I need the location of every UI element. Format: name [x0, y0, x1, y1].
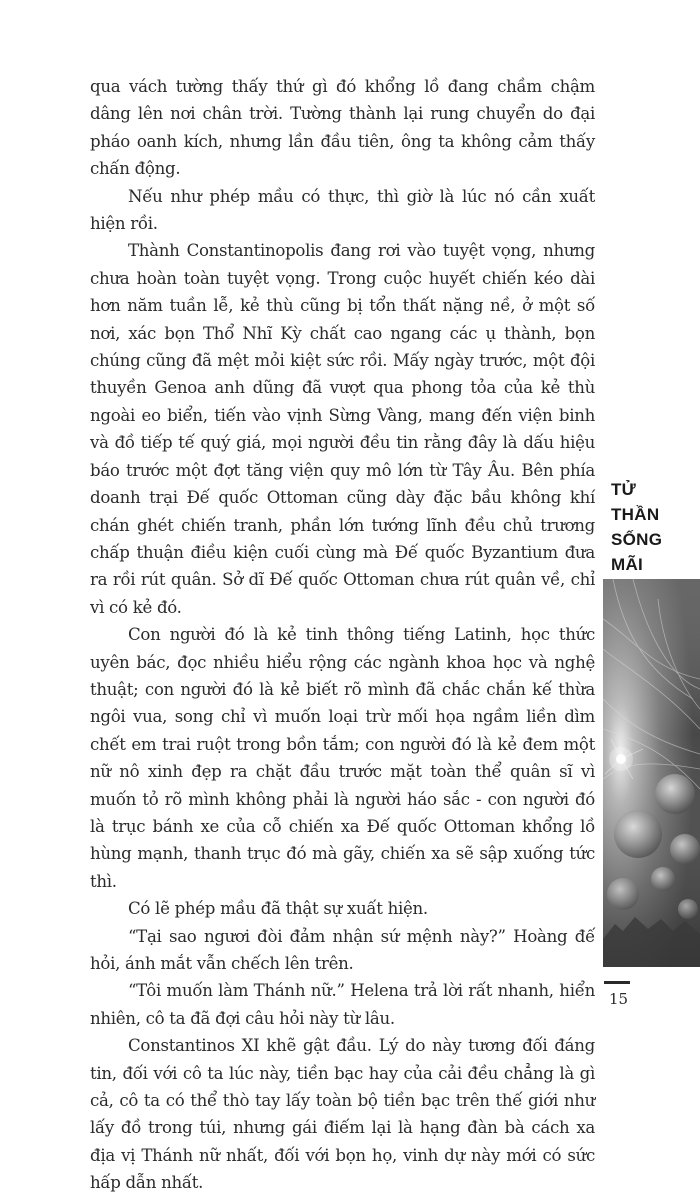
book-title-line: MÃI: [611, 555, 644, 574]
page-number: 15: [609, 990, 629, 1008]
running-book-title: [611, 477, 696, 577]
paragraph: qua vách tường thấy thứ gì đó khổng lồ đang chầm chậm dâng lên nơi chân trời. Tường thành lại rung chuyển do đại pháo oanh kích, nhưng lần đầu tiên, ông ta không cảm thấy chấn động.: [90, 77, 595, 179]
book-title-line: THẦN: [611, 505, 660, 524]
paragraph: Con người đó là kẻ tinh thông tiếng Latinh, học thức uyên bác, đọc nhiều hiểu rộng các ngành khoa học và nghệ thuật; con người đó là kẻ biết rõ mình đã chắc chắn kế thừa ngôi vua, song chỉ vì muốn loại trừ mối họa ngầm liền dìm chết em trai ruột trong bồn tắm; con người đó là kẻ đem một nữ nô xinh đẹp ra chặt đầu trước mặt toàn thể quân sĩ vì muốn tỏ rõ mình không phải là người háo sắc - con người đó là trục bánh xe của cỗ chiến xa Đế quốc Ottoman khổng lồ hùng mạnh, thanh trục đó mà gãy, chiến xa sẽ sập xuống tức thì.: [90, 625, 595, 891]
paragraph: Nếu như phép mầu có thực, thì giờ là lúc nó cần xuất hiện rồi.: [90, 186, 595, 234]
cosmic-art-image: [603, 579, 700, 967]
cover-art-strip: [603, 579, 700, 967]
paragraph: Constantinos XI khẽ gật đầu. Lý do này tương đối đáng tin, đối với cô ta lúc này, tiền bạc hay của cải đều chẳng là gì cả, cô ta có thể thò tay lấy toàn bộ tiền bạc trên thế giới như lấy đồ trong túi, nhưng gái điếm lại là hạng đàn bà cách xa địa vị Thánh nữ nhất, đối với bọn họ, vinh dự này mới có sức hấp dẫn nhất.: [90, 1036, 595, 1193]
book-title-line: SỐNG: [611, 530, 663, 549]
paragraph: “Tôi muốn làm Thánh nữ.” Helena trả lời rất nhanh, hiển nhiên, cô ta đã đợi câu hỏi này từ lâu.: [90, 981, 595, 1028]
paragraph: Thành Constantinopolis đang rơi vào tuyệt vọng, nhưng chưa hoàn toàn tuyệt vọng. Trong cuộc huyết chiến kéo dài hơn năm tuần lễ, kẻ thù cũng bị tổn thất nặng nề, ở một số nơi, xác bọn Thổ Nhĩ Kỳ chất cao ngang các ụ thành, bọn chúng cũng đã mệt mỏi kiệt sức rồi. Mấy ngày trước, một đội thuyền Genoa anh dũng đã vượt qua phong tỏa của kẻ thù ngoài eo biển, tiến vào vịnh Sừng Vàng, mang đến viện binh và đồ tiếp tế quý giá, mọi người đều tin rằng đây là dấu hiệu báo trước một đợt tăng viện quy mô lớn từ Tây Âu. Bên phía doanh trại Đế quốc Ottoman cũng dày đặc bầu không khí chán ghét chiến tranh, phần lớn tướng lĩnh đều chủ trương chấp thuận điều kiện cuối cùng mà Đế quốc Byzantium đưa ra rồi rút quân. Sở dĩ Đế quốc Ottoman chưa rút quân về, chỉ vì có kẻ đó.: [90, 241, 595, 617]
paragraph: “Tại sao ngươi đòi đảm nhận sứ mệnh này?” Hoàng đế hỏi, ánh mắt vẫn chếch lên trên.: [90, 926, 595, 973]
book-title-line: TỬ: [611, 480, 637, 499]
paragraph: Có lẽ phép mầu đã thật sự xuất hiện.: [128, 899, 428, 919]
body-text: [90, 73, 595, 1197]
page-number-rule: [604, 981, 630, 984]
